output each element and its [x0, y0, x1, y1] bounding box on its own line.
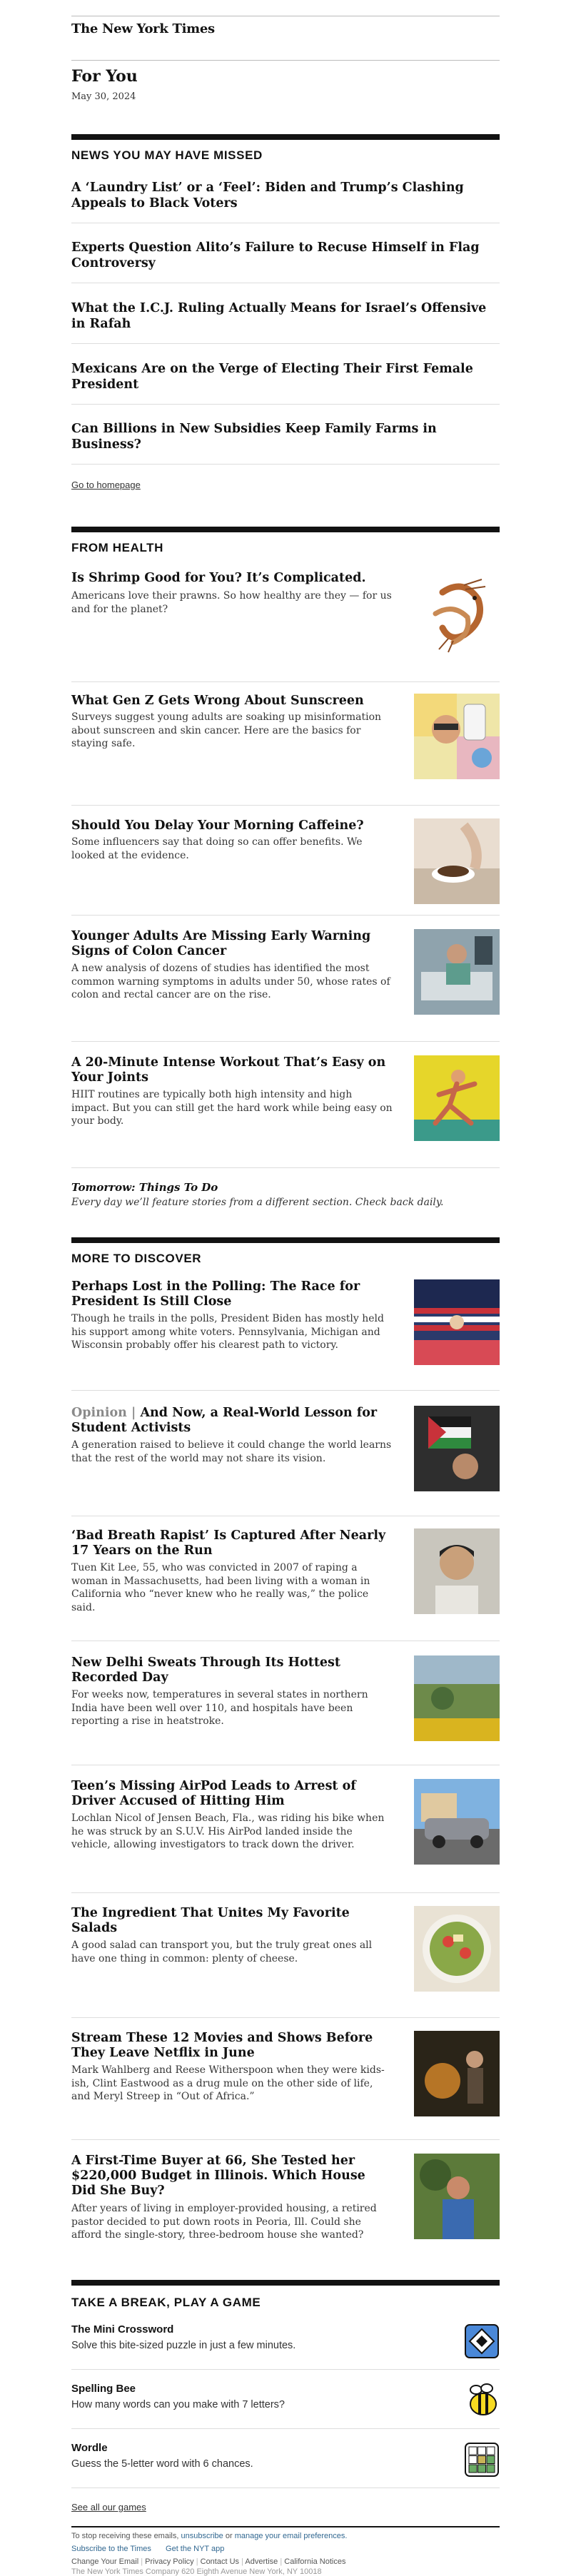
divider [71, 404, 500, 405]
story-item[interactable] [71, 1406, 500, 1499]
story-summary: Mark Wahlberg and Reese Witherspoon when they were kids-ish, Clint Eastwood as a drug mule on the other side of life, and Meryl Streep in “Out of Africa.” [71, 2064, 385, 2102]
game-name[interactable]: Wordle [71, 2442, 108, 2454]
story-summary: A generation raised to believe it could change the world learns that the rest of the world may not share its vision. [71, 1439, 392, 1464]
tomorrow-text: Every day we’ll feature stories from a different section. Check back daily. [71, 1197, 444, 1208]
homebuyer-photo[interactable] [414, 2154, 500, 2239]
game-name[interactable]: Spelling Bee [71, 2383, 136, 2395]
divider [71, 915, 500, 916]
opinion-kicker: Opinion | [71, 1406, 136, 1420]
story-title[interactable]: Is Shrimp Good for You? It’s Complicated. [71, 571, 366, 585]
footer-promos [71, 2545, 224, 2553]
divider [71, 2369, 500, 2370]
nyt-logo[interactable]: The New York Times [71, 21, 215, 36]
story-title[interactable]: A 20-Minute Intense Workout That’s Easy on Your Joints [71, 1055, 386, 1085]
page-title: For You [71, 67, 138, 86]
suspect-photo[interactable] [414, 1528, 500, 1614]
section-rule [71, 2280, 500, 2286]
story-title[interactable]: The Ingredient That Unites My Favorite Salads [71, 1906, 350, 1935]
shrimp-illustration[interactable] [414, 571, 500, 656]
story-item[interactable] [71, 1055, 500, 1147]
divider [71, 1892, 500, 1893]
story-item[interactable] [71, 1655, 500, 1748]
footer-address: The New York Times Company 620 Eighth Avenue New York, NY 10018 [71, 2567, 322, 2576]
story-summary: After years of living in employer-provided housing, a retired pastor decided to put down roots in Peoria, Ill. Could she afford the single-story, three-bedroom house she wanted? [71, 2203, 377, 2241]
story-title[interactable] [71, 1406, 393, 1436]
divider [71, 343, 500, 344]
game-desc: Guess the 5-letter word with 6 chances. [71, 2458, 253, 2470]
story-summary: Lochlan Nicol of Jensen Beach, Fla., was riding his bike when he was struck by an S.U.V. His AirPod landed inside the vehicle, allowing investigators to track down the driver. [71, 1812, 385, 1850]
divider [71, 1167, 500, 1168]
game-item[interactable] [71, 2323, 500, 2351]
story-title[interactable]: What Gen Z Gets Wrong About Sunscreen [71, 694, 364, 708]
story-item[interactable] [71, 694, 500, 785]
sunscreen-photo[interactable] [414, 694, 500, 779]
story-item[interactable] [71, 1279, 500, 1372]
story-item[interactable] [71, 2031, 500, 2124]
subscribe-link[interactable]: Subscribe to the Times [71, 2545, 151, 2553]
divider [71, 2139, 500, 2140]
section-title-missed: NEWS YOU MAY HAVE MISSED [71, 148, 263, 162]
story-title[interactable]: Perhaps Lost in the Polling: The Race for President Is Still Close [71, 1279, 360, 1309]
missed-headline[interactable]: What the I.C.J. Ruling Actually Means for Israel’s Offensive in Rafah [71, 301, 487, 331]
unsubscribe-link[interactable]: unsubscribe [181, 2532, 223, 2540]
hospital-photo[interactable] [414, 929, 500, 1015]
footer-links: Change Your Email | Privacy Policy | Contact Us | Advertise | California Notices [71, 2557, 346, 2566]
game-desc: How many words can you make with 7 letters? [71, 2399, 285, 2410]
story-summary: Surveys suggest young adults are soaking up misinformation about sunscreen and skin cancer. Here are the basics for staying safe. [71, 711, 382, 749]
game-item[interactable] [71, 2442, 500, 2470]
tomorrow-note [71, 1181, 500, 1208]
divider [71, 1390, 500, 1391]
homepage-link[interactable]: Go to homepage [71, 480, 141, 490]
story-title[interactable]: Stream These 12 Movies and Shows Before They Leave Netflix in June [71, 2031, 373, 2060]
story-title[interactable]: Younger Adults Are Missing Early Warning Signs of Colon Cancer [71, 929, 371, 958]
coffee-photo[interactable] [414, 818, 500, 904]
unsubscribe-text: To stop receiving these emails, unsubscribe or manage your email preferences. [71, 2532, 348, 2540]
tomorrow-title: Tomorrow: Things To Do [71, 1181, 218, 1194]
story-title[interactable]: New Delhi Sweats Through Its Hottest Recorded Day [71, 1655, 340, 1685]
footer-link[interactable]: Privacy Policy [145, 2557, 194, 2566]
divider [71, 1041, 500, 1042]
protest-photo[interactable] [414, 1406, 500, 1491]
rally-photo[interactable] [414, 1279, 500, 1365]
spelling-bee-icon[interactable] [464, 2383, 500, 2418]
divider [71, 2017, 500, 2018]
workout-photo[interactable] [414, 1055, 500, 1141]
story-item[interactable] [71, 1779, 500, 1879]
divider [71, 805, 500, 806]
divider [71, 2428, 500, 2429]
story-summary: Though he trails in the polls, President Biden has mostly held his support among white voters. Pennsylvania, Michigan and Wisconsin probably offer his clearest path to victory. [71, 1313, 384, 1351]
story-summary: A good salad can transport you, but the truly great ones all have one thing in common: plenty of cheese. [71, 1939, 373, 1964]
game-name[interactable]: The Mini Crossword [71, 2323, 174, 2336]
story-item[interactable] [71, 571, 500, 678]
missed-headline[interactable]: Experts Question Alito’s Failure to Recuse Himself in Flag Controversy [71, 240, 480, 270]
footer-link[interactable]: Advertise [245, 2557, 278, 2566]
game-item[interactable] [71, 2383, 500, 2410]
story-summary: Some influencers say that doing so can offer benefits. We looked at the evidence. [71, 836, 363, 861]
section-rule [71, 134, 500, 140]
section-rule [71, 527, 500, 532]
story-title[interactable]: Teen’s Missing AirPod Leads to Arrest of Driver Accused of Hitting Him [71, 1779, 356, 1808]
divider [71, 681, 500, 682]
story-title[interactable]: Should You Delay Your Morning Caffeine? [71, 818, 364, 833]
story-summary: HIIT routines are typically both high intensity and high impact. But you can still get the hard work while being easy on your body. [71, 1089, 393, 1127]
section-rule [71, 1237, 500, 1243]
story-item[interactable] [71, 2154, 500, 2268]
story-summary: Americans love their prawns. So how healthy are they — for us and for the planet? [71, 590, 392, 615]
story-summary: A new analysis of dozens of studies has identified the most common warning symptoms in adults under 50, whose rates of colon and rectal cancer are on the rise. [71, 963, 390, 1000]
story-item[interactable] [71, 1906, 500, 1999]
story-summary: Tuen Kit Lee, 55, who was convicted in 2007 of raping a woman in Massachusetts, had been living with a woman in California who “never knew who he really was,” the police said. [71, 1562, 370, 1613]
suv-photo[interactable] [414, 1779, 500, 1865]
missed-headline[interactable]: Mexicans Are on the Verge of Electing Their First Female President [71, 362, 473, 392]
story-item[interactable] [71, 1528, 500, 1628]
story-item[interactable] [71, 818, 500, 910]
story-title-text[interactable]: And Now, a Real-World Lesson for Student Activists [71, 1406, 378, 1435]
section-title-games: TAKE A BREAK, PLAY A GAME [71, 2296, 261, 2309]
story-title[interactable]: A First-Time Buyer at 66, She Tested her $220,000 Budget in Illinois. Which House Did She Buy? [71, 2154, 365, 2198]
all-games-link[interactable]: See all our games [71, 2502, 146, 2512]
wordle-icon[interactable] [464, 2442, 500, 2478]
footer-link[interactable]: California Notices [284, 2557, 346, 2566]
section-title-discover: MORE TO DISCOVER [71, 1252, 202, 1265]
divider [71, 464, 500, 465]
story-title[interactable]: ‘Bad Breath Rapist’ Is Captured After Nearly 17 Years on the Run [71, 1528, 386, 1558]
game-desc: Solve this bite-sized puzzle in just a few minutes. [71, 2340, 296, 2351]
mini-crossword-icon[interactable] [464, 2323, 500, 2359]
movie-still[interactable] [414, 2031, 500, 2116]
footer-rule [71, 2526, 500, 2527]
heat-photo[interactable] [414, 1655, 500, 1741]
app-link[interactable]: Get the NYT app [166, 2545, 225, 2553]
masthead-divider [71, 60, 500, 61]
missed-headline[interactable]: Can Billions in New Subsidies Keep Family Farms in Business? [71, 422, 437, 452]
missed-headline[interactable]: A ‘Laundry List’ or a ‘Feel’: Biden and Trump’s Clashing Appeals to Black Voters [71, 181, 464, 211]
footer-link[interactable]: Change Your Email [71, 2557, 139, 2566]
salad-photo[interactable] [414, 1906, 500, 1992]
story-summary: For weeks now, temperatures in several states in northern India have been well over 110, and hospitals have been reporting a rise in heatstroke. [71, 1689, 368, 1727]
manage-preferences-link[interactable]: manage your email preferences. [234, 2532, 348, 2540]
page-date: May 30, 2024 [71, 91, 136, 102]
section-title-health: FROM HEALTH [71, 541, 164, 554]
story-item[interactable] [71, 929, 500, 1020]
footer-link[interactable]: Contact Us [200, 2557, 240, 2566]
